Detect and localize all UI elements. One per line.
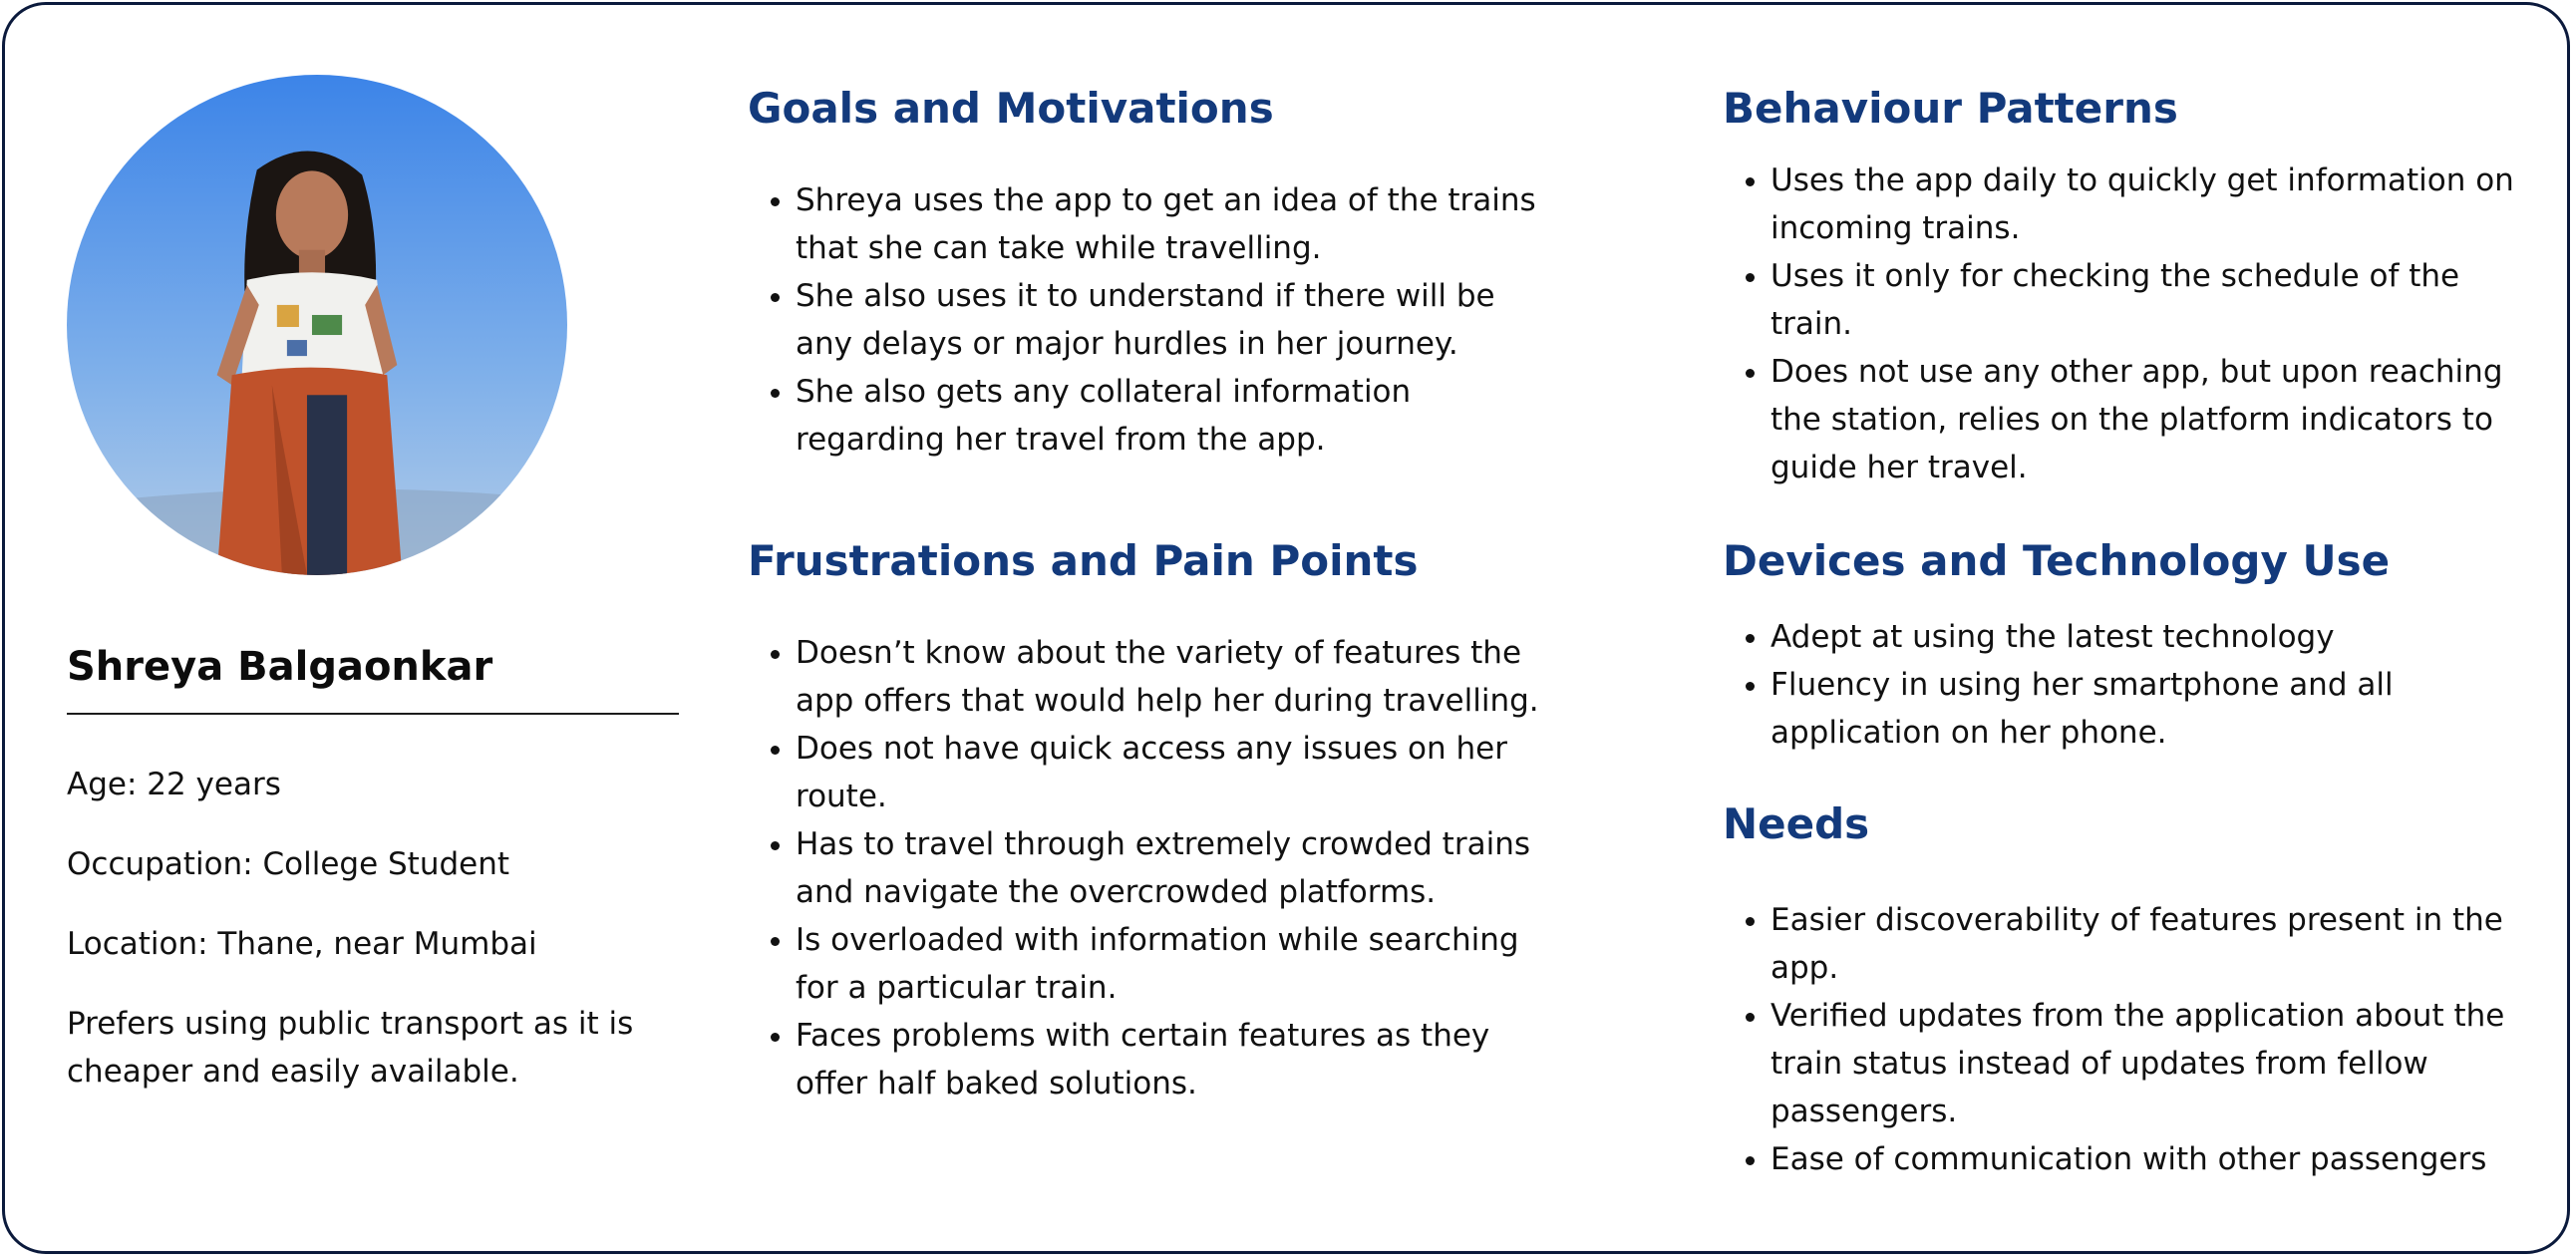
persona-preference: Prefers using public transport as it is cheaper and easily available. bbox=[67, 1006, 634, 1090]
needs-section bbox=[1723, 794, 2520, 1183]
frustrations-list bbox=[748, 629, 1545, 1107]
list-item: • She also gets any collateral information regarding her travel from the app. bbox=[796, 368, 1545, 464]
devices-section bbox=[1723, 531, 2520, 757]
persona-occupation: Occupation: College Student bbox=[67, 846, 510, 882]
list-item: • Faces problems with certain features as they offer half baked solutions. bbox=[796, 1012, 1545, 1107]
goals-section bbox=[748, 79, 1545, 464]
persona-facts bbox=[67, 761, 695, 1127]
devices-list bbox=[1723, 613, 2520, 757]
name-divider bbox=[67, 713, 679, 715]
list-item: • Shreya uses the app to get an idea of the trains that she can take while travelling. bbox=[796, 176, 1545, 272]
devices-heading: Devices and Technology Use bbox=[1723, 536, 2391, 585]
behaviour-heading: Behaviour Patterns bbox=[1723, 84, 2178, 133]
persona-location: Location: Thane, near Mumbai bbox=[67, 926, 537, 962]
behaviour-section bbox=[1723, 79, 2520, 491]
list-item: • Does not use any other app, but upon reaching the station, relies on the platform indicators to guide her travel. bbox=[1771, 348, 2520, 491]
list-item: • Is overloaded with information while searching for a particular train. bbox=[796, 916, 1545, 1012]
list-item: • Easier discoverability of features present in the app. bbox=[1771, 896, 2520, 992]
list-item: • Adept at using the latest technology bbox=[1771, 613, 2520, 661]
frustrations-heading: Frustrations and Pain Points bbox=[748, 536, 1419, 585]
list-item: • She also uses it to understand if there will be any delays or major hurdles in her journey. bbox=[796, 272, 1545, 368]
persona-card bbox=[2, 2, 2570, 1254]
goals-list bbox=[748, 176, 1545, 464]
persona-name: Shreya Balgaonkar bbox=[67, 644, 493, 690]
list-item: • Has to travel through extremely crowded trains and navigate the overcrowded platforms. bbox=[796, 820, 1545, 916]
list-item: • Fluency in using her smartphone and all application on her phone. bbox=[1771, 661, 2520, 757]
list-item: • Uses it only for checking the schedule of the train. bbox=[1771, 252, 2520, 348]
frustrations-section bbox=[748, 531, 1545, 1107]
needs-heading: Needs bbox=[1723, 799, 1870, 848]
list-item: • Uses the app daily to quickly get information on incoming trains. bbox=[1771, 157, 2520, 252]
needs-list bbox=[1723, 896, 2520, 1183]
list-item: • Verified updates from the application about the train status instead of updates from fellow passengers. bbox=[1771, 992, 2520, 1135]
goals-heading: Goals and Motivations bbox=[748, 84, 1274, 133]
list-item: • Does not have quick access any issues on her route. bbox=[796, 725, 1545, 820]
behaviour-list bbox=[1723, 157, 2520, 491]
profile-photo-illustration bbox=[67, 75, 567, 575]
list-item: • Ease of communication with other passengers bbox=[1771, 1135, 2520, 1183]
profile-photo bbox=[67, 75, 567, 575]
persona-age: Age: 22 years bbox=[67, 767, 281, 802]
list-item: • Doesn’t know about the variety of features the app offers that would help her during travelling. bbox=[796, 629, 1545, 725]
